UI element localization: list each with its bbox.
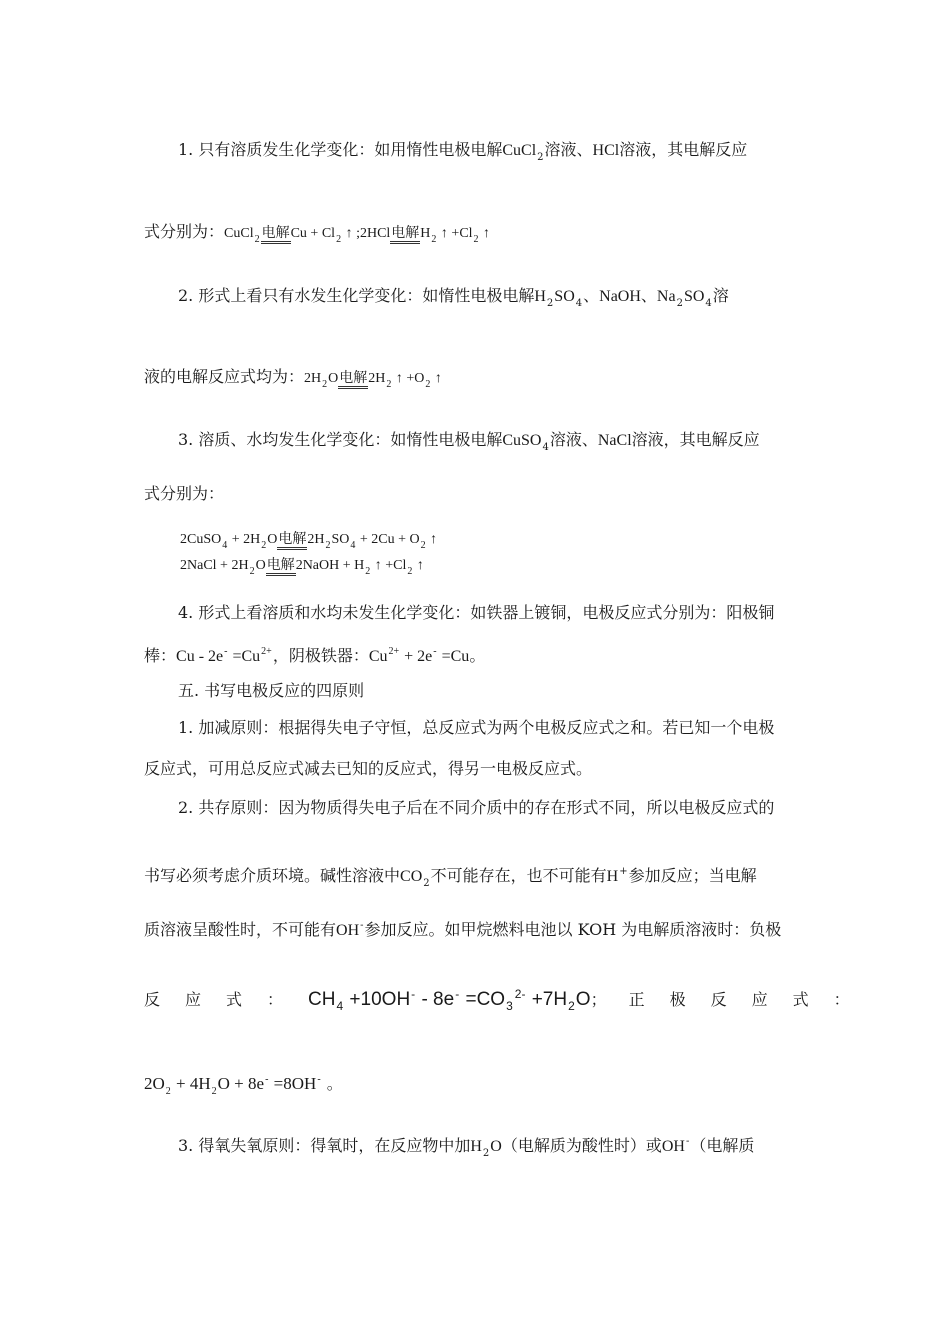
rule-2-line-3: 质溶液呈酸性时，不可能有OH-参加反应。如甲烷燃料电池以 KOH 为电解质溶液时：负极	[144, 920, 782, 939]
cathode-equation: $Cu^{2+} + 2e^- =Cu$	[368, 646, 470, 665]
electrolysis-condition: 电解	[261, 227, 291, 244]
para-2-line-2: 液的电解反应式均为：$2H_2O$电解$2H_2$ ↑ $+O_2$ ↑	[144, 367, 442, 390]
rule-2-line-5: $2O_2 + 4H_2O + 8e^- =8OH^-$ 。	[144, 1074, 343, 1097]
rule-2-line-4: 反应式：$CH_4 +10OH^- - 8e^- =CO_3^{2-} +7H_2O$； 正极反应式：	[144, 987, 875, 1013]
rule-2-line-2: 书写必须考虑介质环境。碱性溶液中$CO_2$不可能存在，也不可能有H+参加反应；当电解	[144, 866, 757, 889]
electrolysis-condition: 电解	[338, 372, 368, 389]
electrolysis-condition: 电解	[266, 559, 296, 576]
electrolysis-condition: 电解	[277, 533, 307, 550]
rule-1-line-1: 1. 加减原则：根据得失电子守恒，总反应式为两个电极反应式之和。若已知一个电极	[178, 718, 775, 737]
equation-nacl: 2NaCl + $2H_2O$电解2NaOH + $H_2$ ↑ $+Cl_2$ ↑	[180, 558, 424, 577]
negative-electrode-equation: $CH_4 +10OH^- - 8e^- =CO_3^{2-} +7H_2O$	[308, 987, 591, 1013]
para-4-line-1: 4. 形式上看溶质和水均未发生化学变化：如铁器上镀铜，电极反应式分别为：阳极铜	[178, 603, 775, 622]
positive-electrode-equation: $2O_2 + 4H_2O + 8e^- =8OH^-$	[144, 1074, 321, 1097]
para-1-line-2: 式分别为：CuCl$_2$ 电解$Cu + Cl_2$ ↑ ;2HCl电解$H_2$ ↑ $+Cl_2$ ↑	[144, 222, 491, 245]
para-1-line-1: 1. 只有溶质发生化学变化：如用惰性电极电解CuCl$_2$溶液、HCl溶液，其电解反应	[178, 140, 748, 163]
equation-cuso4: 2CuSO$_4$ + $2H_2O$电解$2H_2SO_4 + 2Cu + O_2$ ↑	[180, 532, 438, 551]
rule-1-line-2: 反应式，可用总反应式减去已知的反应式，得另一电极反应式。	[144, 759, 593, 778]
para-3-line-1: 3. 溶质、水均发生化学变化：如惰性电极电解CuSO$_4$溶液、NaCl溶液，其电解反应	[178, 430, 760, 453]
equation-cucl2-hcl: CuCl$_2$ 电解$Cu + Cl_2$ ↑ ;2HCl电解$H_2$ ↑ $+Cl_2$ ↑	[224, 226, 491, 245]
equation-water-electrolysis: $2H_2O$电解$2H_2$ ↑ $+O_2$ ↑	[304, 371, 442, 390]
rule-2-line-1: 2. 共存原则：因为物质得失电子后在不同介质中的存在形式不同，所以电极反应式的	[178, 798, 775, 817]
para-3-line-2: 式分别为：	[144, 484, 225, 503]
electrolysis-condition: 电解	[390, 227, 420, 244]
para-4-line-2: 棒：$Cu - 2e^- =Cu^{2+}$，阴极铁器：$Cu^{2+} + 2e^- =Cu$。	[144, 646, 486, 665]
para-2-line-1: 2. 形式上看只有水发生化学变化：如惰性电极电解$H_2SO_4$、NaOH、$Na_2SO_4$溶	[178, 286, 729, 309]
section-heading-5: 五. 书写电极反应的四原则	[178, 681, 365, 700]
rule-3-line-1: 3. 得氧失氧原则：得氧时，在反应物中加$H_2O$（电解质为酸性时）或OH-（电解质	[178, 1136, 755, 1159]
anode-equation: $Cu - 2e^- =Cu^{2+}$	[176, 646, 272, 665]
